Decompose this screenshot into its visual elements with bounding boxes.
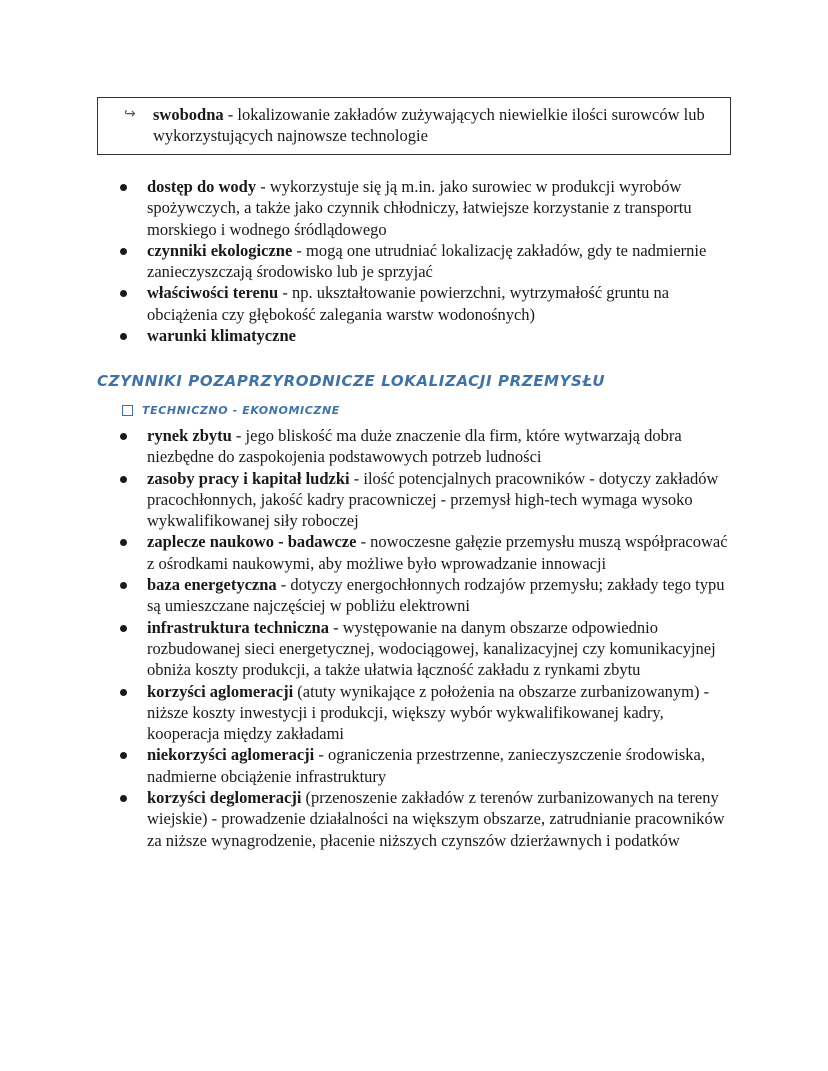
- bullet-icon: [120, 476, 127, 483]
- list-item: [0, 282, 828, 325]
- term: rynek zbytu: [147, 426, 232, 445]
- arrow-icon: ↪: [124, 106, 136, 122]
- bullet-icon: [120, 625, 127, 632]
- boxed-note-text: [153, 104, 723, 146]
- list-item: [0, 176, 828, 240]
- definition: - lokalizowanie zakładów zużywających niewielkie ilości surowców lub wykorzystujących najnowsze technologie: [153, 105, 705, 145]
- bullet-icon: [120, 184, 127, 191]
- definition: (atuty wynikające z położenia na obszarze zurbanizowanym) - niższe koszty inwestycji i produkcji, większy wybór wykwalifikowanej kadry, kooperacja między zakładami: [147, 681, 710, 744]
- checkbox-icon: [122, 405, 133, 416]
- list-item: [0, 574, 828, 617]
- list-item: [0, 617, 828, 681]
- bullet-icon: [120, 539, 127, 546]
- definition: - ilość potencjalnych pracowników - dotyczy zakładów pracochłonnych, jakość kadry pracowniczej - przemysł high-tech wymaga wysoko wykwalifikowanej siły roboczej: [147, 468, 719, 531]
- bullet-icon: [120, 290, 127, 297]
- definition: - wykorzystuje się ją m.in. jako surowiec w produkcji wyrobów spożywczych, a także jako czynnik chłodniczy, łatwiejsze korzystanie z transportu morskiego i wodnego śródlądowego: [147, 177, 692, 239]
- definition: - dotyczy energochłonnych rodzajów przemysłu; zakłady tego typu są umieszczane najczęściej w pobliżu elektrowni: [147, 575, 725, 616]
- definition: - nowoczesne gałęzie przemysłu muszą współpracować z ośrodkami naukowymi, aby możliwe było wprowadzanie innowacji: [147, 532, 728, 573]
- term: swobodna: [153, 105, 224, 124]
- bullet-icon: [120, 689, 127, 696]
- term: baza energetyczna: [147, 575, 277, 595]
- list-item: [0, 425, 828, 468]
- term: niekorzyści aglomeracji: [147, 745, 315, 765]
- definition: - występowanie na danym obszarze odpowiednio rozbudowanej sieci energetycznej, wodociągowej, kanalizacyjnej czy komunikacyjnej obniża koszty produkcji, a także ułatwia łączność zakładu z rynkami zbytu: [147, 617, 716, 680]
- definition: - np. ukształtowanie powierzchni, wytrzymałość gruntu na obciążenia czy głębokość zalegania warstw wodonośnych): [147, 283, 670, 324]
- term: infrastruktura techniczna: [147, 617, 329, 637]
- term: zaplecze naukowo - badawcze: [147, 532, 357, 552]
- bullet-icon: [120, 433, 127, 440]
- term: czynniki ekologiczne: [147, 240, 293, 260]
- definition: - ograniczenia przestrzenne, zanieczyszczenie środowiska, nadmierne obciążenie infrastruktury: [147, 745, 705, 786]
- definition: - jego bliskość ma duże znaczenie dla firm, które wytwarzają dobra niezbędne do zaspokojenia podstawowych potrzeb ludności: [147, 426, 682, 467]
- definition: (przenoszenie zakładów z terenów zurbanizowanych na tereny wiejskie) - prowadzenie działalności na większym obszarze, zatrudnianie pracowników za niższe wynagrodzenie, płacenie niższych czynszów dzierżawnych i podatków: [147, 788, 725, 850]
- subsection-heading: [122, 404, 340, 417]
- term: właściwości terenu: [147, 283, 279, 303]
- list-item: [0, 325, 828, 346]
- bullet-icon: [120, 795, 127, 802]
- list-item: [0, 531, 828, 574]
- subsection-label: TECHNICZNO - EKONOMICZNE: [142, 404, 340, 417]
- term: korzyści aglomeracji: [147, 681, 294, 701]
- bullet-icon: [120, 248, 127, 255]
- list-item: [0, 468, 828, 532]
- boxed-note: [97, 97, 731, 155]
- bullet-icon: [120, 582, 127, 589]
- natural-factors-list: [0, 176, 828, 346]
- bullet-icon: [120, 333, 127, 340]
- list-item: [0, 240, 828, 283]
- list-item: [0, 744, 828, 787]
- technical-factors-list: [0, 425, 828, 851]
- bullet-icon: [120, 752, 127, 759]
- list-item: [0, 787, 828, 851]
- term: dostęp do wody: [147, 177, 257, 196]
- section-heading: CZYNNIKI POZAPRZYRODNICZE LOKALIZACJI PRZEMYSŁU: [97, 372, 606, 390]
- term: korzyści deglomeracji: [147, 788, 302, 808]
- definition: - mogą one utrudniać lokalizację zakładów, gdy te nadmiernie zanieczyszczają środowisko lub je sprzyjać: [147, 240, 707, 282]
- list-item: [0, 681, 828, 745]
- term: warunki klimatyczne: [147, 326, 296, 346]
- term: zasoby pracy i kapitał ludzki: [147, 468, 350, 488]
